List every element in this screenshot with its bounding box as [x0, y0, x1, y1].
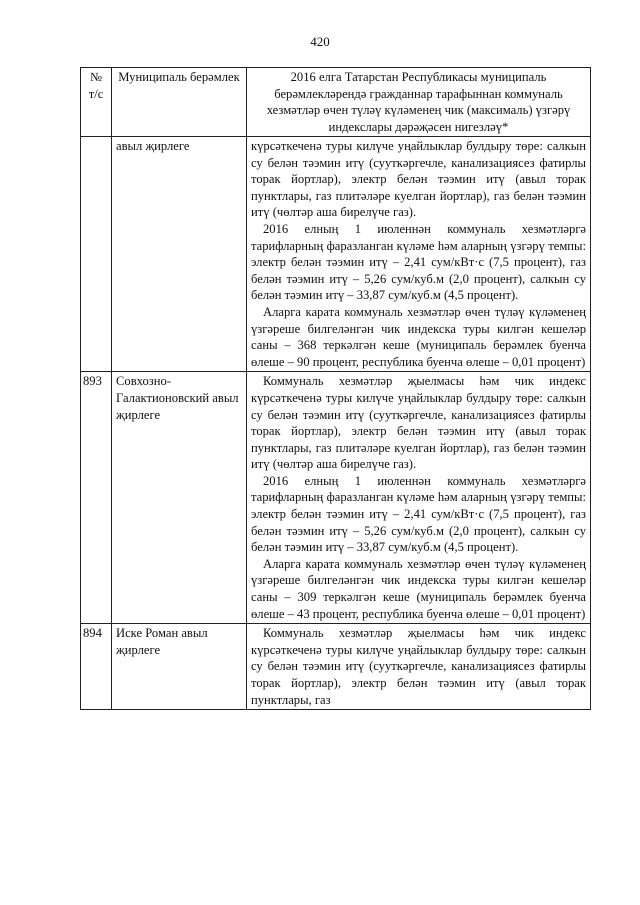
row-description [247, 624, 591, 710]
description-paragraph: Коммуналь хезмәтләр җыелмасы һәм чик индекс күрсәткеченә туры килүче уңайлыклар булдыру төре: салкын су белән тәэмин итү (сууткәргечле, канализациясез фатирлы торак йортлар), электр белән тәэмин итү (авыл торак пунктлары, газ плитәләре куелган йортлар), газ белән тәэмин итү (чөлтәр аша бирелүче газ). [251, 374, 586, 472]
description-paragraph: Коммуналь хезмәтләр җыелмасы һәм чик индекс күрсәткеченә туры килүче уңайлыклар булдыру төре: салкын су белән тәэмин итү (сууткәргечле, канализациясез фатирлы торак йортлар), электр белән тәэмин итү (авыл торак пунктлары, газ [251, 626, 586, 707]
row-number: 894 [81, 624, 112, 710]
table-row [81, 137, 591, 372]
description-paragraph: 2016 елның 1 июленнән коммуналь хезмәтләргә тарифларның фаразланган күләме һәм аларның үзгәрү темпы: электр белән тәэмин итү – 2,41 сум/кВт·с (7,5 процент), газ белән тәэмин итү – 5,26 сум/куб.м (2,0 процент), салкын су белән тәэмин итү – 33,87 сум/куб.м (4,5 процент). [251, 473, 586, 555]
page-number: 420 [310, 34, 330, 49]
table-header-row [81, 68, 591, 137]
row-description [247, 372, 591, 624]
description-paragraph: Аларга карата коммуналь хезмәтләр өчен түләү күләменең үзгәреше билгеләнгән чик индекска туры килгән кешеләр саны – 368 теркәлгән кеше (муниципаль берәмлек буенча өлеше – 90 процент, республика буенча өлеше – 0,01 процент) [251, 304, 586, 369]
description-paragraph: 2016 елның 1 июленнән коммуналь хезмәтләргә тарифларның фаразланган күләме һәм аларның үзгәрү темпы: электр белән тәэмин итү – 2,41 сум/кВт·с (7,5 процент), газ белән тәэмин итү – 5,26 сум/куб.м (2,0 процент), салкын су белән тәэмин итү – 33,87 сум/куб.м (4,5 процент). [251, 221, 586, 303]
header-municipality: Муниципаль берәмлек [112, 68, 247, 137]
municipality-name: Совхозно-Галактионовский авыл җирлеге [112, 372, 247, 624]
table-row [81, 372, 591, 624]
indices-table [80, 67, 591, 710]
table-row [81, 624, 591, 710]
municipality-name: авыл җирлеге [112, 137, 247, 372]
row-number [81, 137, 112, 372]
description-paragraph: Аларга карата коммуналь хезмәтләр өчен түләү күләменең үзгәреше билгеләнгән чик индекска туры килгән кешеләр саны – 309 теркәлгән кеше (муниципаль берәмлек буенча өлеше – 43 процент, республика буенча өлеше – 0,01 процент) [251, 556, 586, 621]
header-number: № т/с [81, 68, 112, 137]
municipality-name: Иске Роман авыл җирлеге [112, 624, 247, 710]
header-description: 2016 елга Татарстан Республикасы муниципаль берәмлекләрендә гражданнар тарафыннан коммуналь хезмәтләр өчен түләү күләменең чик (максималь) үзгәрү индекслары дәрәҗәсен нигезләү* [247, 68, 591, 137]
row-number: 893 [81, 372, 112, 624]
row-description [247, 137, 591, 372]
description-paragraph: күрсәткеченә туры килүче уңайлыклар булдыру төре: салкын су белән тәэмин итү (сууткәргечле, канализациясез фатирлы торак йортлар), электр белән тәэмин итү (авыл торак пунктлары, газ плитәләре куелган йортлар), газ белән тәэмин итү (чөлтәр аша бирелүче газ). [251, 139, 586, 220]
